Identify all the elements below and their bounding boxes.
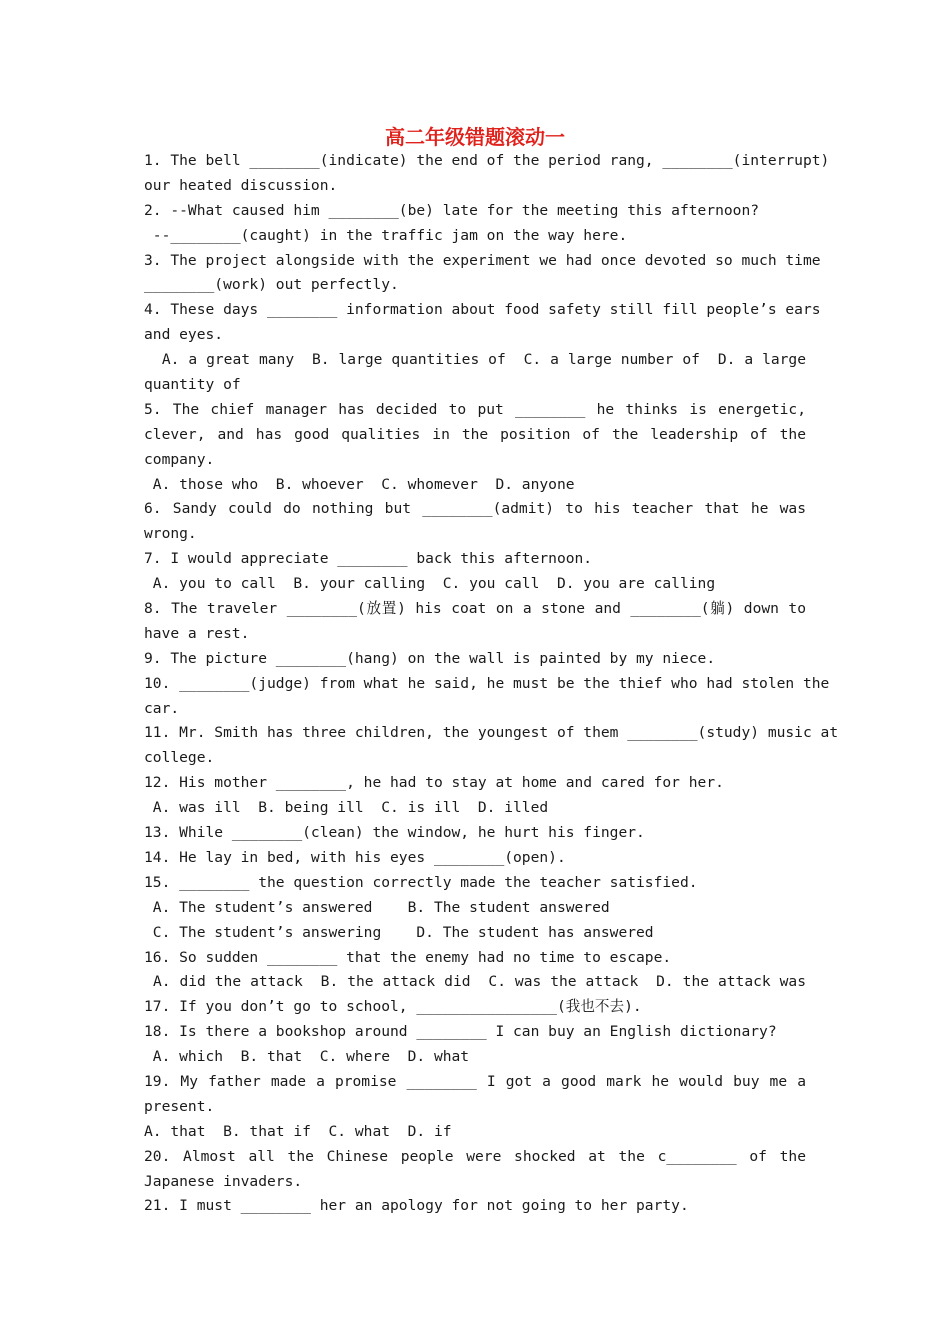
text-line: our heated discussion. — [144, 176, 338, 194]
text-line: company. — [144, 450, 215, 468]
text-line: present. — [144, 1097, 215, 1115]
text-line: car. — [144, 699, 180, 717]
text-line: ________(work) out perfectly. — [144, 276, 399, 294]
text-line: and eyes. — [144, 326, 224, 344]
text-line: 11. Mr. Smith has three children, the youngest of them ________(study) music at — [144, 724, 839, 742]
text-line: clever, and has good qualities in the position of the leadership of the — [144, 425, 806, 443]
text-line: college. — [144, 749, 215, 767]
text-line: 15. ________ the question correctly made the teacher satisfied. — [144, 873, 698, 891]
text-line: 19. My father made a promise ________ I got a good mark he would buy me a — [144, 1072, 806, 1090]
text-line: A. that B. that if C. what D. if — [144, 1122, 452, 1140]
text-line: 5. The chief manager has decided to put ________ he thinks is energetic, — [144, 400, 806, 418]
text-line: --________(caught) in the traffic jam on the way here. — [144, 226, 628, 244]
text-line: 12. His mother ________, he had to stay at home and cared for her. — [144, 774, 724, 792]
text-line: Japanese invaders. — [144, 1172, 303, 1190]
text-line: 6. Sandy could do nothing but ________(admit) to his teacher that he was — [144, 500, 806, 518]
text-line: wrong. — [144, 525, 197, 543]
text-line: 10. ________(judge) from what he said, he must be the thief who had stolen the — [144, 674, 830, 692]
text-line: 20. Almost all the Chinese people were shocked at the c________ of the — [144, 1147, 806, 1165]
text-line: 9. The picture ________(hang) on the wall is painted by my niece. — [144, 649, 716, 667]
text-line: C. The student’s answering D. The student has answered — [144, 923, 654, 941]
text-line: 4. These days ________ information about food safety still fill people’s ears — [144, 301, 821, 319]
text-line: 18. Is there a bookshop around ________ I can buy an English dictionary? — [144, 1023, 777, 1041]
text-line: 1. The bell ________(indicate) the end of the period rang, ________(interrupt) — [144, 152, 830, 169]
text-line: quantity of — [144, 376, 241, 394]
text-line: 13. While ________(clean) the window, he hurt his finger. — [144, 824, 645, 842]
text-line: have a rest. — [144, 624, 250, 642]
text-line: A. The student’s answered B. The student answered — [144, 898, 610, 916]
text-line: A. which B. that C. where D. what — [144, 1048, 470, 1066]
text-line: 17. If you don’t go to school, ________________(我也不去). — [144, 998, 642, 1016]
text-line: 7. I would appreciate ________ back this afternoon. — [144, 550, 593, 568]
document-title: 高二年级错题滚动一 — [385, 125, 565, 149]
text-line: A. a great many B. large quantities of C. a large number of D. a large — [144, 351, 806, 369]
text-line: 3. The project alongside with the experiment we had once devoted so much time — [144, 251, 821, 269]
text-line: A. those who B. whoever C. whomever D. anyone — [144, 475, 575, 493]
text-line: 8. The traveler ________(放置) his coat on a stone and ________(躺) down to — [144, 600, 806, 618]
text-line: 2. --What caused him ________(be) late for the meeting this afternoon? — [144, 201, 760, 219]
text-line: A. was ill B. being ill C. is ill D. illed — [144, 799, 549, 817]
text-line: 14. He lay in bed, with his eyes ________(open). — [144, 848, 566, 866]
exercise-list — [144, 149, 839, 1219]
text-line: A. you to call B. your calling C. you call D. you are calling — [144, 575, 716, 593]
text-line: 16. So sudden ________ that the enemy had no time to escape. — [144, 948, 672, 966]
text-line: A. did the attack B. the attack did C. was the attack D. the attack was — [144, 973, 806, 991]
text-line: 21. I must ________ her an apology for not going to her party. — [144, 1197, 689, 1215]
